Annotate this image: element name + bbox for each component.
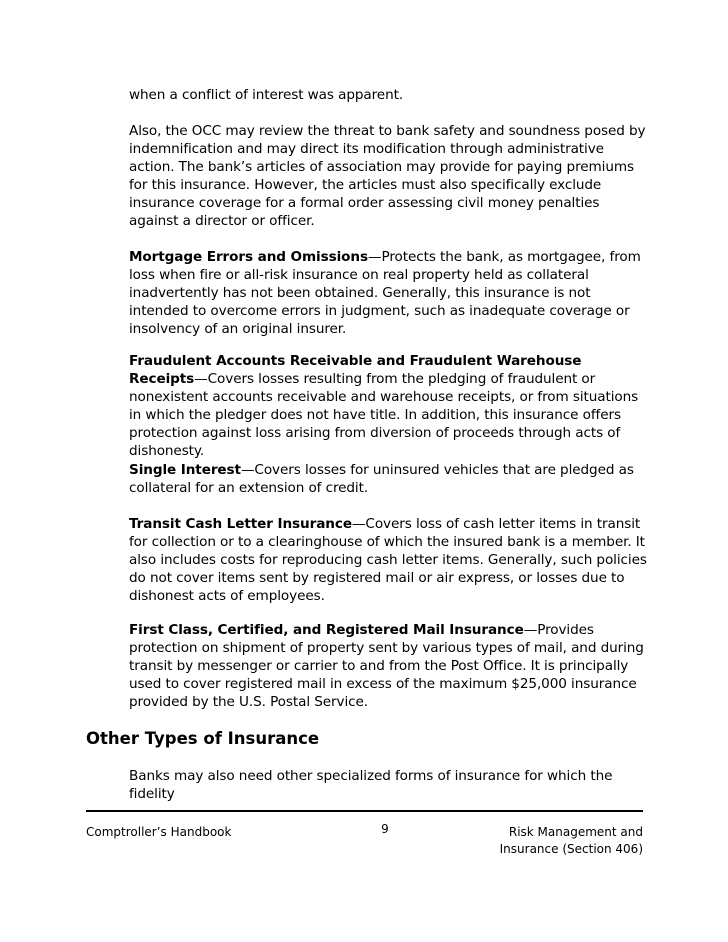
- paragraph-term: Transit Cash Letter Insurance: [129, 516, 352, 532]
- paragraph-mail-insurance: [129, 621, 649, 711]
- footer-section-line1: Risk Management and: [508, 825, 643, 839]
- paragraph-term: First Class, Certified, and Registered Mail Insurance: [129, 622, 524, 638]
- paragraph-text: Banks may also need other specialized forms of insurance for which the fidelity: [129, 768, 613, 802]
- paragraph-term: Fraudulent Accounts Receivable and Fraudulent Warehouse Receipts: [129, 353, 582, 387]
- section-heading: Other Types of Insurance: [86, 729, 320, 748]
- paragraph-text: Also, the OCC may review the threat to bank safety and soundness posed by indemnification and may direct its modification through administrative action. The bank’s articles of association may provide for paying premiums for this insurance. However, the articles must also specifically exclude insurance coverage for a formal order assessing civil money penalties against a director or officer.: [129, 123, 646, 229]
- paragraph-occ-review: [129, 122, 649, 230]
- footer-section-title: [460, 824, 643, 858]
- footer-section-line2: Insurance (Section 406): [499, 842, 643, 856]
- paragraph-term: Mortgage Errors and Omissions: [129, 249, 368, 265]
- paragraph-other-types: [129, 767, 649, 803]
- paragraph-text: —Covers losses resulting from the pledging of fraudulent or nonexistent accounts receivable and warehouse receipts, or from situations in which the pledger does not have title. In addition, this insurance offers protection against loss arising from diversion of proceeds through acts of dishonesty.: [129, 371, 639, 459]
- footer-divider: [86, 810, 643, 812]
- paragraph-single-interest: [129, 461, 649, 497]
- footer-page-number: 9: [381, 822, 389, 836]
- paragraph-text: when a conflict of interest was apparent.: [129, 87, 404, 103]
- paragraph-text: —Covers loss of cash letter items in transit for collection or to a clearinghouse of which the insured bank is a member. It also includes costs for reproducing cash letter items. Generally, such policies do not cover items sent by registered mail or air express, or losses due to dishonest acts of employees.: [129, 516, 647, 604]
- paragraph-text: —Provides protection on shipment of property sent by various types of mail, and during transit by messenger or carrier to and from the Post Office. It is principally used to cover registered mail in excess of the maximum $25,000 insurance provided by the U.S. Postal Service.: [129, 622, 644, 710]
- paragraph-continuation: [129, 86, 649, 104]
- paragraph-text: —Protects the bank, as mortgagee, from loss when fire or all-risk insurance on real property held as collateral inadvertently has not been obtained. Generally, this insurance is not intended to overcome errors in judgment, such as inadequate coverage or insolvency of an original insurer.: [129, 249, 641, 337]
- footer-handbook-title: Comptroller’s Handbook: [86, 825, 232, 839]
- paragraph-fraudulent-accounts: [129, 352, 649, 460]
- paragraph-transit-cash-letter: [129, 515, 649, 605]
- paragraph-term: Single Interest: [129, 462, 241, 478]
- paragraph-text: —Covers losses for uninsured vehicles that are pledged as collateral for an extension of credit.: [129, 462, 634, 496]
- paragraph-mortgage-errors: [129, 248, 649, 338]
